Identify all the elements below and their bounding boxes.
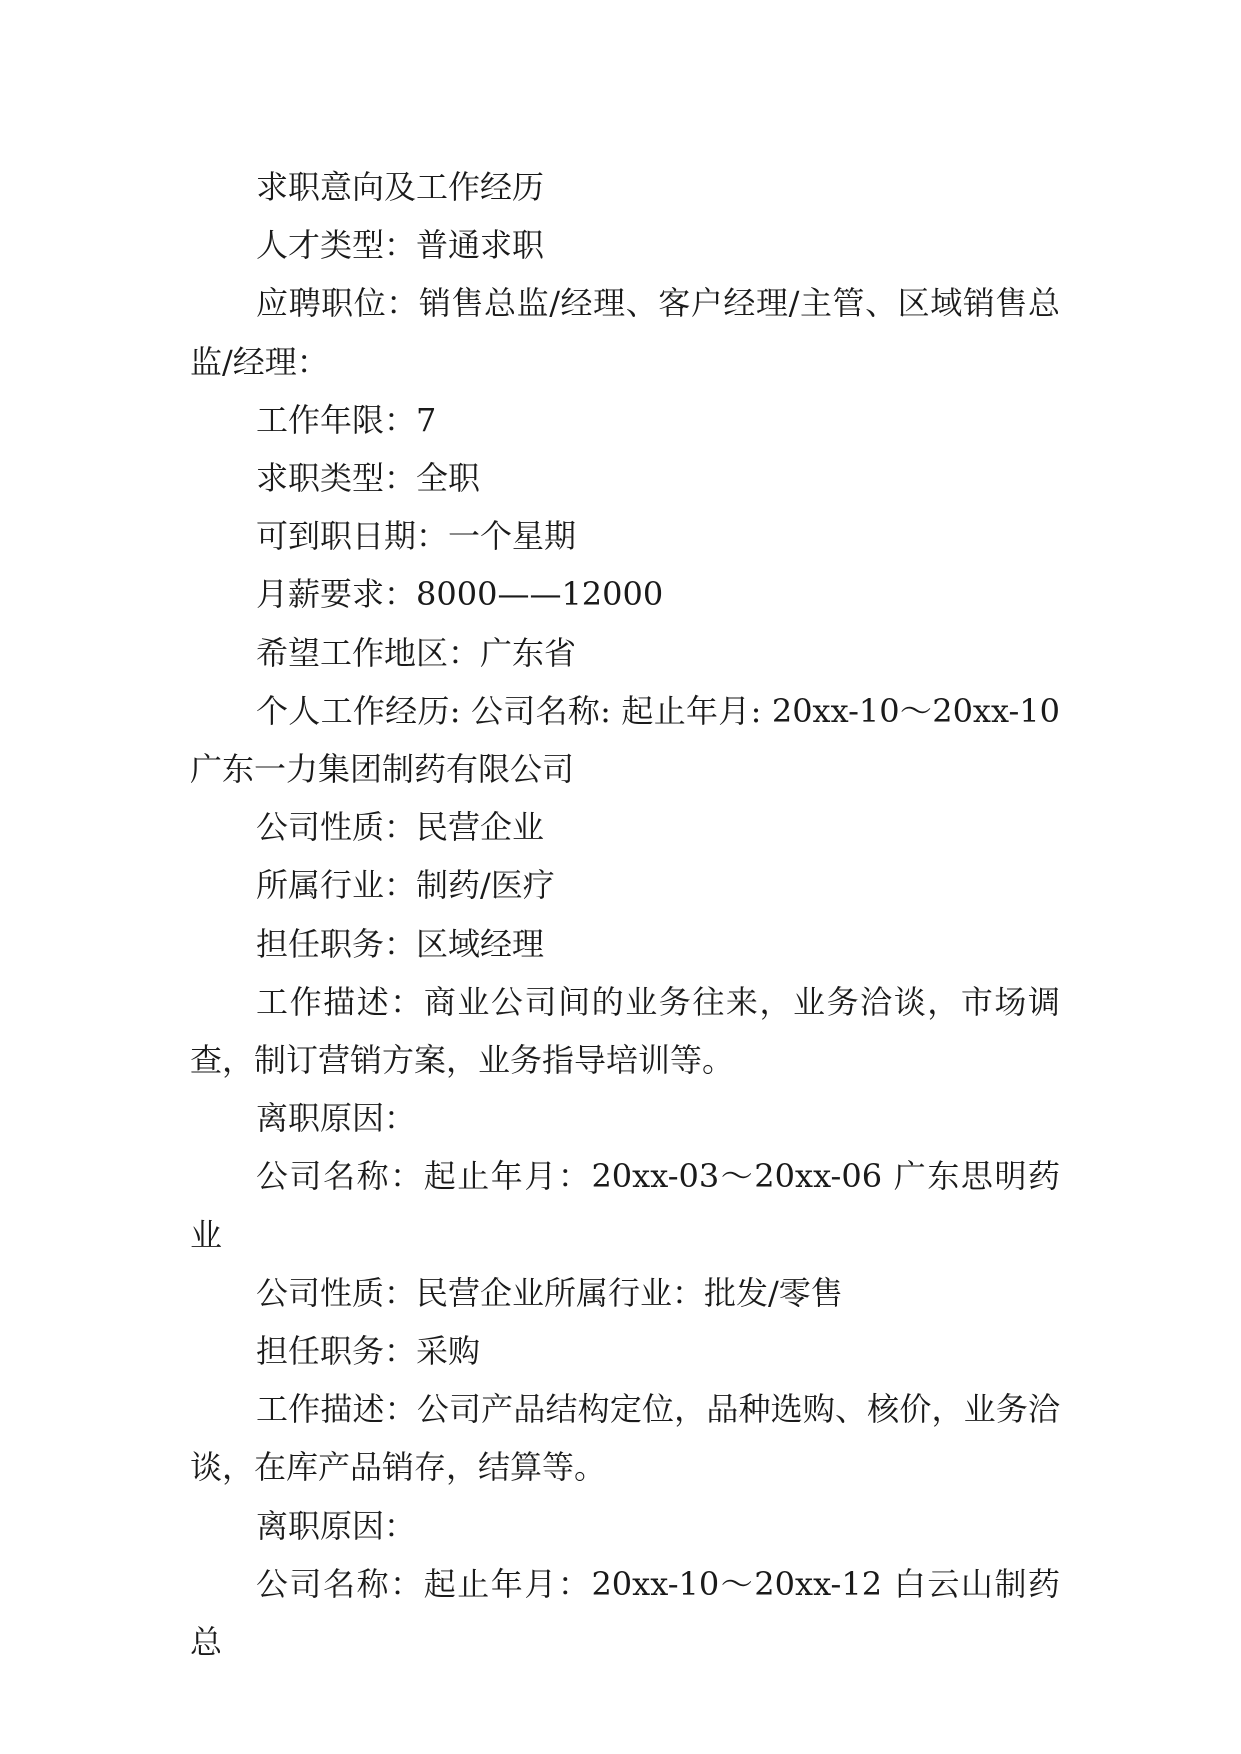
talent-type-line: 人才类型：普通求职: [256, 226, 545, 265]
section-heading: 求职意向及工作经历: [256, 168, 545, 206]
job-description-line: 工作描述：公司产品结构定位，品种选购、核价，业务洽谈，在库产品销存，结算等。: [190, 1390, 1060, 1487]
company-name-line: 公司名称：起止年月：20xx-03～20xx-06 广东思明药业: [190, 1157, 1060, 1254]
work-years-line: 工作年限：7: [256, 400, 437, 439]
work-history-line: 个人工作经历: 公司名称: 起止年月: 20xx-10～20xx-10 广东一力集团制药有限公司: [190, 691, 1060, 789]
position-held-line: 担任职务：区域经理: [256, 924, 545, 963]
company-nature-industry-line: 公司性质：民营企业所属行业：批发/零售: [256, 1273, 843, 1312]
available-date-line: 可到职日期：一个星期: [256, 517, 577, 556]
document-body: [190, 158, 1060, 1671]
job-description-line: 工作描述：商业公司间的业务往来，业务洽谈，市场调查，制订营销方案，业务指导培训等。: [190, 982, 1060, 1080]
company-nature-line: 公司性质：民营企业: [256, 808, 545, 847]
leave-reason-line: 离职原因：: [256, 1506, 417, 1545]
work-region-line: 希望工作地区：广东省: [256, 633, 577, 672]
company-name-line: 公司名称：起止年月：20xx-10～20xx-12 白云山制药总: [190, 1564, 1060, 1662]
applied-position-line: 应聘职位：销售总监/经理、客户经理/主管、区域销售总监/经理：: [190, 284, 1060, 381]
industry-line: 所属行业：制药/医疗: [256, 866, 555, 905]
position-held-line: 担任职务：采购: [256, 1332, 481, 1371]
job-type-line: 求职类型：全职: [256, 459, 481, 498]
salary-line: 月薪要求：8000——12000: [256, 575, 664, 614]
leave-reason-line: 离职原因：: [256, 1099, 417, 1138]
